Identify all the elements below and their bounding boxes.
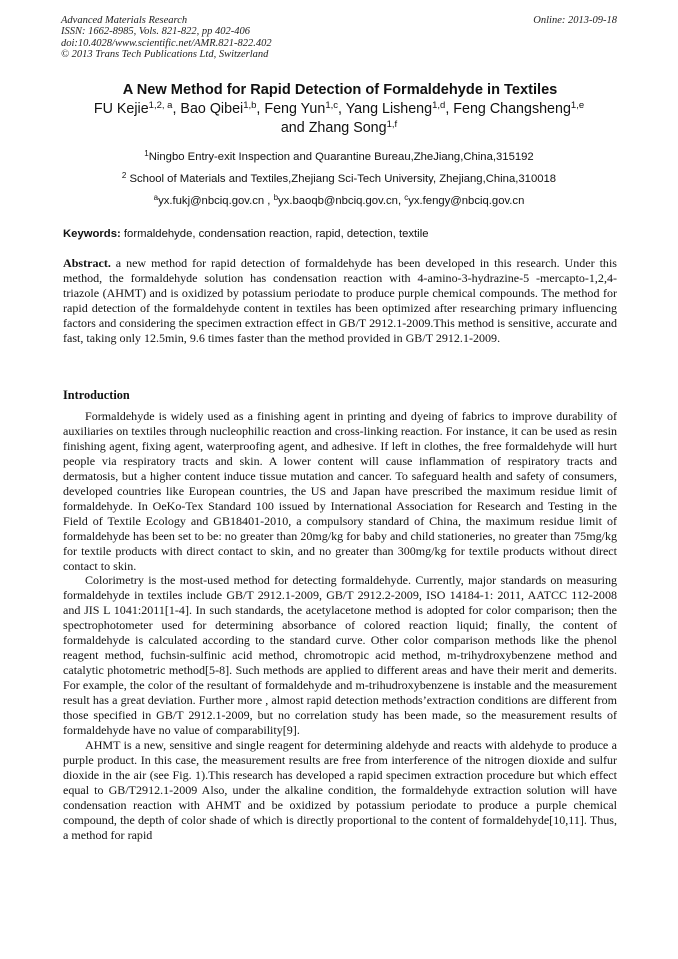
- authors-and: and: [280, 120, 305, 136]
- author-sup: 1,b: [243, 100, 257, 111]
- abstract: [63, 256, 617, 346]
- affiliation-sup: 1: [144, 149, 149, 158]
- keywords: [63, 227, 618, 241]
- intro-paragraph-1: Formaldehyde is widely used as a finishing agent in printing and dyeing of fabrics to improve durability of auxiliaries on textiles through nucleophilic reaction and cross-linking reaction. For instance, it can be used as resin finishing agent, fixing agent, waterproofing agent, and adhesive. If left in clothes, the free formaldehyde will hurt people via respiratory tracts and skin. A lower content will cause inflammation of respiratory tracts and dermatosis, but a higher content induce tissue mutation and cancer. To safeguard health and safety of consumers, developed countries like European countries, the US and Japan have prescribed the maximum residue limit of formaldehyde. In OeKo-Tex Standard 100 issued by International Association for Research and Testing in the Field of Textile Ecology and GB18401-2010, a compulsory standard of China, the maximum residue limit of formaldehyde has been set to be: no greater than 20mg/kg for baby and child stationeries, no greater than 75mg/kg for textile products with direct contact to skin, and no greater than 300mg/kg for textile products without direct contact to skin.: [63, 409, 617, 573]
- abstract-text: a new method for rapid detection of formaldehyde has been developed in this research. Under this method, the formaldehyde solution has condensation reaction with 4-amino-3-hydrazine-5 -mercapto-1,2,4-triazole (AHMT) and is oxidized by potassium periodate to produce purple chemical compounds. The method for rapid detection of the formaldehyde content in textiles has been optimized after researching primary influencing factors and considering the specimen extraction effect in GB/T 2912.1-2009.This method is sensitive, accurate and fast, taking only 12.5min, 9.6 times faster than the method provided in GB/T 2912.1-2009.: [63, 256, 617, 345]
- affiliation-sup: 2: [121, 171, 127, 180]
- email-sup: a: [153, 193, 159, 202]
- author-sup: 1,e: [570, 100, 585, 111]
- author-sup: 1,c: [325, 100, 339, 111]
- paper-title: A New Method for Rapid Detection of Formaldehyde in Textiles: [122, 82, 558, 98]
- online-date: Online: 2013-09-18: [533, 15, 617, 26]
- author-name: Yang Lisheng: [345, 101, 433, 117]
- author-sup: 1,f: [386, 119, 398, 130]
- keywords-label: Keywords:: [63, 228, 121, 240]
- intro-paragraph-3: AHMT is a new, sensitive and single reagent for determining aldehyde and reacts with aldehyde to produce a purple product. In this case, the measurement results are free from interference of the nitrogen dioxide and sulfur dioxide in the air (see Fig. 1).This research has developed a rapid specimen extraction procedure but which effect equal to GB/T2912.1-2009 Also, under the alkaline condition, the formaldehyde extraction solution will have condensation reaction with AHMT and be oxidized by potassium periodate to produce a purple chemical compound, the depth of color shade of which is directly proportional to the content of formaldehyde[10,11]. Thus, a method for rapid: [63, 737, 617, 842]
- affiliation-2: [40, 172, 638, 186]
- keywords-text: formaldehyde, condensation reaction, rapid, detection, textile: [123, 228, 429, 240]
- email-c[interactable]: yx.fengy@nbciq.gov.cn: [408, 195, 525, 207]
- author-name: Bao Qibei: [180, 101, 244, 117]
- author-sup: 1,d: [432, 100, 446, 111]
- author-sup: 1,2, a: [148, 100, 173, 111]
- author-name: Zhang Song: [308, 120, 387, 136]
- email-b[interactable]: yx.baoqb@nbciq.gov.cn: [278, 195, 398, 207]
- author-name: Feng Changsheng: [453, 101, 571, 117]
- journal-name: Advanced Materials Research: [61, 15, 188, 26]
- journal-header: [61, 15, 617, 61]
- introduction-body: [63, 409, 617, 843]
- intro-paragraph-2: Colorimetry is the most-used method for detecting formaldehyde. Currently, major standards on measuring formaldehyde in textiles include GB/T 2912.1-2009, GB/T 2912.2-2009, ISO 14184-1: 2011, AATCC 112-2008 and JIS L 1041:2011[1-4]. In such standards, the acetylacetone method is adopted for color comparison; then the spectrophotometer used for determining absorbance of colored reaction liquid; finally, the content of formaldehyde is calculated according to the standard curve. Other color comparison methods like the phenol reagent method, fuchsin-sulfinic acid method, chromotropic acid method, m-trihydroxybenzene method and catalytic photometric method[5-8]. Such methods are applied to different areas and have their merit and demerits. For example, the color of the resultant of formaldehyde and m-trihudroxybenzene is instable and the measurement result has a great deviation. Further more , almost rapid detection methods’extraction conditions are different from those specified in GB/T 2912.1-2009, but no correlation study has been made, so the measurement results of formaldehyde have no value of comparability[9].: [63, 573, 617, 738]
- email-a[interactable]: yx.fukj@nbciq.gov.cn: [158, 195, 265, 207]
- author-list: FU Kejie$^{1,2, a}$, Bao Qibei$^{1,b}$, Feng Yun$^{1,c}$, Yang Lisheng$^{1,d}$, Feng Changsheng$^{1,e}$ and Zhang Song$^{1,f}$: [93, 100, 585, 136]
- journal-doi: doi:10.4028/www.scientific.net/AMR.821-822.402: [61, 37, 272, 49]
- affiliation-text: School of Materials and Textiles,Zhejiang Sci-Tech University, Zhejiang,China,310018: [129, 173, 557, 185]
- author-name: Feng Yun: [264, 101, 326, 117]
- journal-issn: ISSN: 1662-8985, Vols. 821-822, pp 402-406: [61, 26, 250, 38]
- email-line: $^a$yx.fukj@nbciq.gov.cn , $^b$yx.baoqb@nbciq.gov.cn, $^c$yx.fengy@nbciq.gov.cn: [153, 193, 525, 207]
- journal-copyright: © 2013 Trans Tech Publications Ltd, Switzerland: [61, 49, 269, 61]
- abstract-label: Abstract.: [63, 256, 111, 270]
- affiliation-text: Ningbo Entry-exit Inspection and Quarantine Bureau,ZheJiang,China,315192: [148, 151, 534, 163]
- email-sup: b: [273, 193, 279, 202]
- email-sup: c: [404, 193, 409, 202]
- author-name: FU Kejie: [93, 101, 149, 117]
- introduction-heading: Introduction: [63, 388, 130, 402]
- affiliation-1: [40, 150, 638, 164]
